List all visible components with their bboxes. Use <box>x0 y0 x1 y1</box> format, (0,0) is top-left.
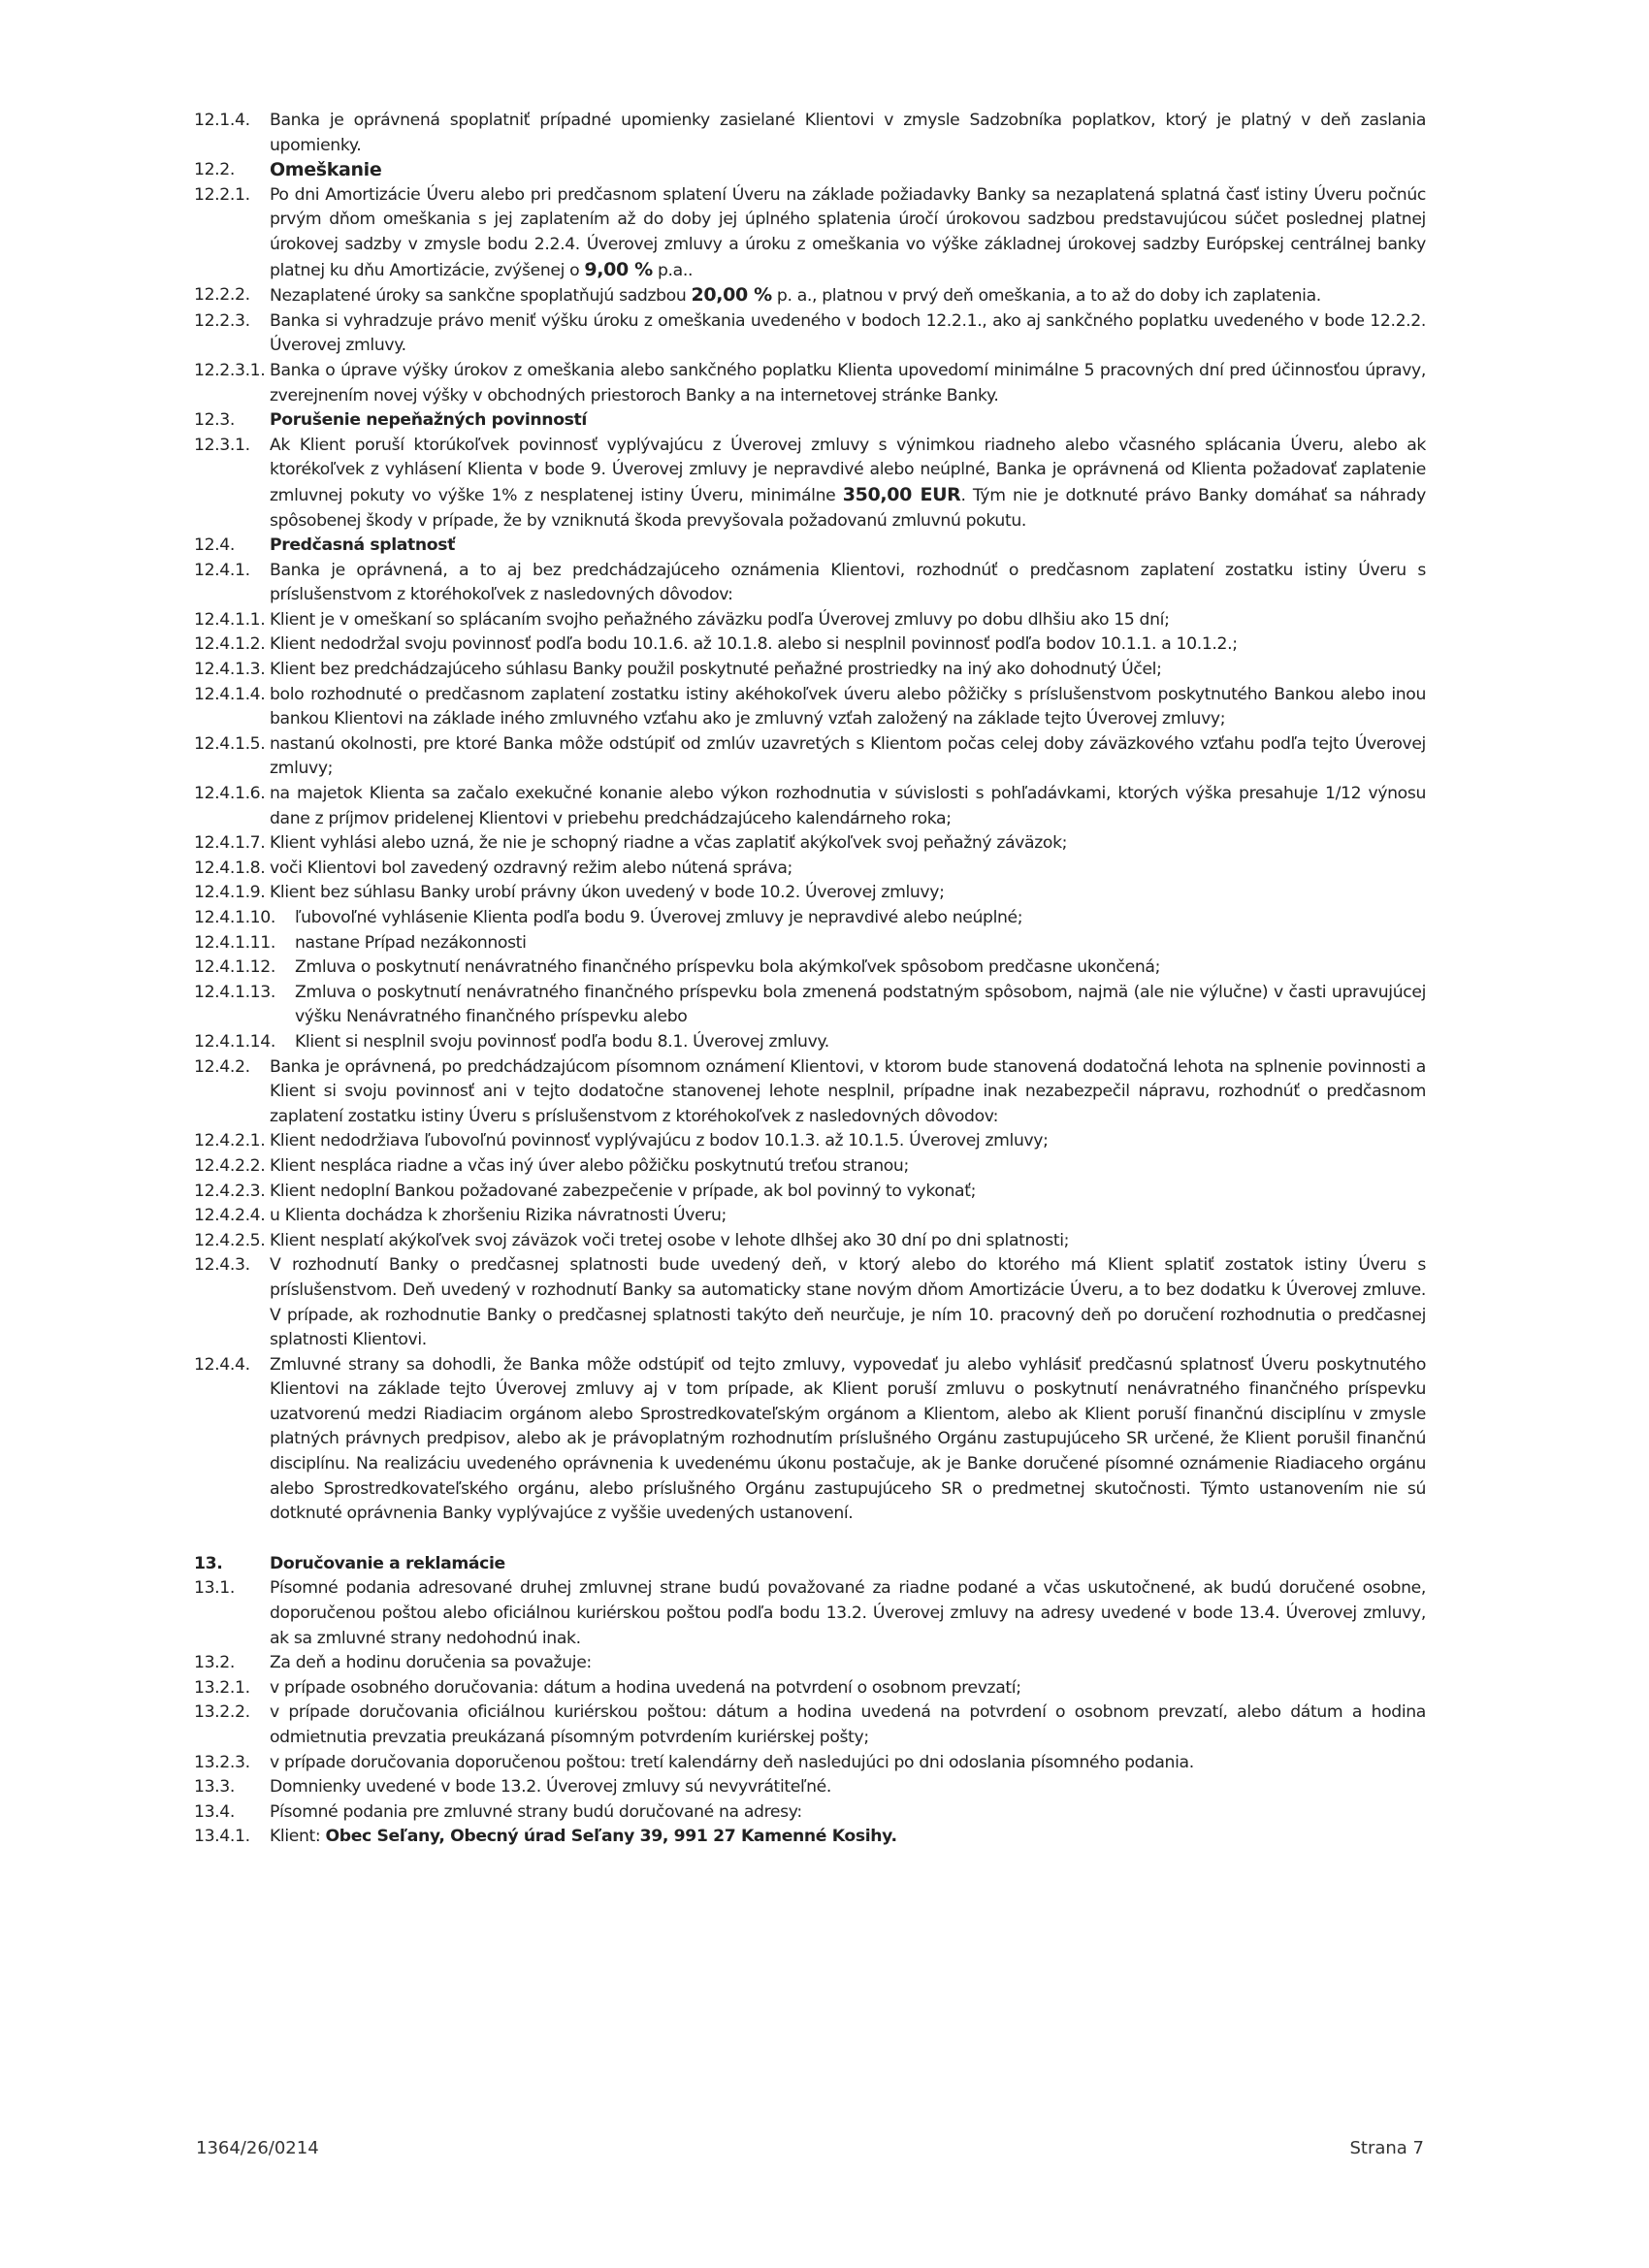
clause-12-4-2-1: 12.4.2.1. Klient nedodržiava ľubovoľnú povinnosť vyplývajúcu z bodov 10.1.3. až 10.1.5. Úverovej zmluvy; <box>194 1131 1049 1151</box>
clause-12-4-2-2: 12.4.2.2. Klient nespláca riadne a včas iný úver alebo pôžičku poskytnutú treťou stranou; <box>194 1155 909 1176</box>
clause-12-4-2: 12.4.2. Banka je oprávnená, po predchádzajúcom písomnom oznámení Klientovi, v ktorom bude stanovená dodatočná lehota na splnenie povinnosti a Klient si svoju povinnosť ani v tejto dodatočne stanovenej lehote nesplnil, prípadne inak nezabezpečil nápravu, rozhodnúť o predčasnom zaplatení zostatku istiny Úveru s príslušenstvom z ktoréhokoľvek z nasledovných dôvodov: <box>194 1056 1426 1126</box>
clause-12-4-1-4: 12.4.1.4. bolo rozhodnuté o predčasnom zaplatení zostatku istiny akéhokoľvek úveru alebo pôžičky s príslušenstvom poskytnutého Bankou alebo inou bankou Klientovi na základe iného zmluvného vzťahu ako je zmluvný vzťah založený na základe tejto Úverovej zmluvy; <box>194 684 1426 729</box>
clause-12-4-1-9: 12.4.1.9. Klient bez súhlasu Banky urobí právny úkon uvedený v bode 10.2. Úverovej zmluvy; <box>194 883 945 903</box>
page-number: Strana 7 <box>1349 2138 1424 2158</box>
clause-12-2-3-1: 12.2.3.1. Banka o úprave výšky úrokov z omeškania alebo sankčného poplatku Klienta upovedomí minimálne 5 pracovných dní pred účinnosťou úpravy, zverejnením novej výšky v obchodných priestoroch Banky a na internetovej stránke Banky. <box>194 360 1426 405</box>
clause-12-4-1-12: 12.4.1.12. Zmluva o poskytnutí nenávratného finančného príspevku bola akýmkoľvek spôsobom predčasne ukončená; <box>194 957 1161 978</box>
section-heading-12-4: 12.4. Predčasná splatnosť <box>194 535 455 556</box>
clause-13-2-1: 13.2.1. v prípade osobného doručovania: dátum a hodina uvedená na potvrdení o osobnom prevzatí; <box>194 1677 1021 1698</box>
clause-12-4-2-4: 12.4.2.4. u Klienta dochádza k zhoršeniu Rizika návratnosti Úveru; <box>194 1206 727 1226</box>
clause-12-4-1-1: 12.4.1.1. Klient je v omeškaní so splácaním svojho peňažného záväzku podľa Úverovej zmluvy po dobu dlhšiu ako 15 dní; <box>194 609 1170 630</box>
clause-12-4-2-5: 12.4.2.5. Klient nesplatí akýkoľvek svoj záväzok voči tretej osobe v lehote dlhšej ako 30 dní po dni splatnosti; <box>194 1230 1070 1250</box>
clause-12-2-2: 12.2.2. Nezaplatené úroky sa sankčne spoplatňujú sadzbou 20,00 % p. a., platnou v prvý deň omeškania, a to až do doby ich zaplatenia. <box>194 284 1321 307</box>
clause-12-4-1-14: 12.4.1.14. Klient si nesplnil svoju povinnosť podľa bodu 8.1. Úverovej zmluvy. <box>194 1031 829 1052</box>
clause-12-1-4: 12.1.4. Banka je oprávnená spoplatniť prípadné upomienky zasielané Klientovi v zmysle Sadzobníka poplatkov, ktorý je platný v deň zaslania upomienky. <box>194 111 1426 155</box>
clause-13-4-1: 13.4.1. Klient: Obec Seľany, Obecný úrad Seľany 39, 991 27 Kamenné Kosihy. <box>194 1827 897 1847</box>
clause-12-4-1-5: 12.4.1.5. nastanú okolnosti, pre ktoré Banka môže odstúpiť od zmlúv uzavretých s Klientom počas celej doby záväzkového vzťahu podľa tejto Úverovej zmluvy; <box>194 733 1426 779</box>
clause-12-4-1-10: 12.4.1.10. ľubovoľné vyhlásenie Klienta podľa bodu 9. Úverovej zmluvy je nepravdivé alebo neúplné; <box>194 908 1023 927</box>
clause-13-1: 13.1. Písomné podania adresované druhej zmluvnej strane budú považované za riadne podané a včas uskutočnené, ak budú doručené osobne, doporučenou poštou alebo oficiálnou kuriérskou poštou podľa bodu 13.2. Úverovej zmluvy na adresy uvedené v bode 13.4. Úverovej zmluvy, ak sa zmluvné strany nedohodnú inak. <box>194 1578 1426 1648</box>
clause-12-4-1-13: 12.4.1.13. Zmluva o poskytnutí nenávratného finančného príspevku bola zmenená podstatným spôsobom, najmä (ale nie výlučne) v časti upravujúcej výšku Nenávratného finančného príspevku alebo <box>194 982 1426 1027</box>
spacer <box>194 1527 1426 1552</box>
clause-12-4-1-8: 12.4.1.8. voči Klientovi bol zavedený ozdravný režim alebo nútená správa; <box>194 858 792 878</box>
clause-12-4-1-6: 12.4.1.6. na majetok Klienta sa začalo exekučné konanie alebo výkon rozhodnutia v súvislosti s pohľadávkami, ktorých výška presahuje 1/12 výnosu dane z príjmov pridelenej Klientovi v priebehu predchádzajúceho kalendárneho roka; <box>194 784 1426 828</box>
clause-12-3-1: 12.3.1. Ak Klient poruší ktorúkoľvek povinnosť vyplývajúcu z Úverovej zmluvy s výnimkou riadneho alebo včasného splácania Úveru, alebo ak ktorékoľvek z vyhlásení Klienta v bode 9. Úverovej zmluvy je nepravdivé alebo neúplné, Banka je oprávnená od Klienta požadovať zaplatenie zmluvnej pokuty vo výške 1% z nesplatenej istiny Úveru, minimálne 350,00 EUR. Tým nie je dotknuté právo Banky domáhať sa náhrady spôsobenej škody v prípade, že by vzniknutá škoda prevyšovala požadovanú zmluvnú pokutu. <box>194 435 1426 531</box>
clause-12-4-1-3: 12.4.1.3. Klient bez predchádzajúceho súhlasu Banky použil poskytnuté peňažné prostriedky na iný ako dohodnutý Účel; <box>194 660 1162 680</box>
clause-13-4: 13.4. Písomné podania pre zmluvné strany budú doručované na adresy: <box>194 1801 802 1822</box>
clause-12-4-4: 12.4.4. Zmluvné strany sa dohodli, že Banka môže odstúpiť od tejto zmluvy, vypovedať ju alebo vyhlásiť predčasnú splatnosť Úveru poskytnutého Klientovi na základe tejto Úverovej zmluvy aj v tom prípade, ak Klient poruší zmluvu o poskytnutí nenávratného finančného príspevku uzatvorenú medzi Riadiacim orgánom alebo Sprostredkovateľským orgánom a Klientom, alebo ak Klient poruší finančnú disciplínu v zmysle platných právnych predpisov, alebo ak je právoplatným rozhodnutím príslušného Orgánu zastupujúceho SR určené, že Klient porušil finančnú disciplínu. Na realizáciu uvedeného oprávnenia k uvedenému úkonu postačuje, ak je Banke doručené písomné oznámenie Riadiaceho orgánu alebo Sprostredkovateľského orgánu, alebo príslušného Orgánu zastupujúceho SR o predmetnej skutočnosti. Týmto ustanovením nie sú dotknuté oprávnenia Banky vyplývajúce z vyššie uvedených ustanovení. <box>194 1354 1426 1524</box>
clause-12-4-1: 12.4.1. Banka je oprávnená, a to aj bez predchádzajúceho oznámenia Klientovi, rozhodnúť o predčasnom zaplatení zostatku istiny Úveru s príslušenstvom z ktoréhokoľvek z nasledovných dôvodov: <box>194 560 1426 605</box>
document-id: 1364/26/0214 <box>196 2138 319 2158</box>
clause-13-3: 13.3. Domnienky uvedené v bode 13.2. Úverovej zmluvy sú nevyvrátiteľné. <box>194 1777 831 1798</box>
clause-12-4-3: 12.4.3. V rozhodnutí Banky o predčasnej splatnosti bude uvedený deň, v ktorý alebo do ktorého má Klient splatiť zostatok istiny Úveru s príslušenstvom. Deň uvedený v rozhodnutí Banky sa automaticky stane novým dňom Amortizácie Úveru, a to bez dodatku k Úverovej zmluve. V prípade, ak rozhodnutie Banky o predčasnej splatnosti takýto deň neurčuje, je ním 10. pracovný deň po doručení rozhodnutia o predčasnej splatnosti Klientovi. <box>194 1255 1426 1350</box>
section-heading-13: 13. Doručovanie a reklamácie <box>194 1553 505 1573</box>
clause-12-2-1: 12.2.1. Po dni Amortizácie Úveru alebo pri predčasnom splatení Úveru na základe požiadavky Banky sa nezaplatená splatná časť istiny Úveru počnúc prvým dňom omeškania s jej zaplatením až do doby jej úplného splatenia úročí úrokovou sadzbou predstavujúcou súčet poslednej platnej úrokovej sadzby v zmysle bodu 2.2.4. Úverovej zmluvy a úroku z omeškania vo výške základnej úrokovej sadzby Európskej centrálnej banky platnej ku dňu Amortizácie, zvýšenej o 9,00 % p.a.. <box>194 184 1426 280</box>
clause-12-4-1-2: 12.4.1.2. Klient nedodržal svoju povinnosť podľa bodu 10.1.6. až 10.1.8. alebo si nesplnil povinnosť podľa bodov 10.1.1. a 10.1.2.; <box>194 634 1238 655</box>
document-page <box>194 109 1426 1850</box>
page-footer <box>196 2138 1424 2158</box>
section-heading-12-3: 12.3. Porušenie nepeňažných povinností <box>194 410 587 431</box>
client-address: Obec Seľany, Obecný úrad Seľany 39, 991 27 Kamenné Kosihy. <box>325 1827 897 1847</box>
section-heading-12-2: 12.2. Omeškanie <box>194 159 382 181</box>
clause-12-2-3: 12.2.3. Banka si vyhradzuje právo meniť výšku úroku z omeškania uvedeného v bodoch 12.2.1., ako aj sankčného poplatku uvedeného v bode 12.2.2. Úverovej zmluvy. <box>194 310 1426 356</box>
clause-13-2-2: 13.2.2. v prípade doručovania oficiálnou kuriérskou poštou: dátum a hodina uvedená na potvrdení o osobnom prevzatí, alebo dátum a hodina odmietnutia prevzatia preukázaná písomným potvrdením kuriérskej pošty; <box>194 1702 1426 1747</box>
clause-13-2-3: 13.2.3. v prípade doručovania doporučenou poštou: tretí kalendárny deň nasledujúci po dni odoslania písomného podania. <box>194 1752 1194 1772</box>
clause-12-4-1-7: 12.4.1.7. Klient vyhlási alebo uzná, že nie je schopný riadne a včas zaplatiť akýkoľvek svoj peňažný záväzok; <box>194 833 1068 854</box>
clause-13-2: 13.2. Za deň a hodinu doručenia sa považuje: <box>194 1653 592 1673</box>
clause-12-4-2-3: 12.4.2.3. Klient nedoplní Bankou požadované zabezpečenie v prípade, ak bol povinný to vykonať; <box>194 1181 977 1201</box>
clause-12-4-1-11: 12.4.1.11. nastane Prípad nezákonnosti <box>194 932 527 953</box>
